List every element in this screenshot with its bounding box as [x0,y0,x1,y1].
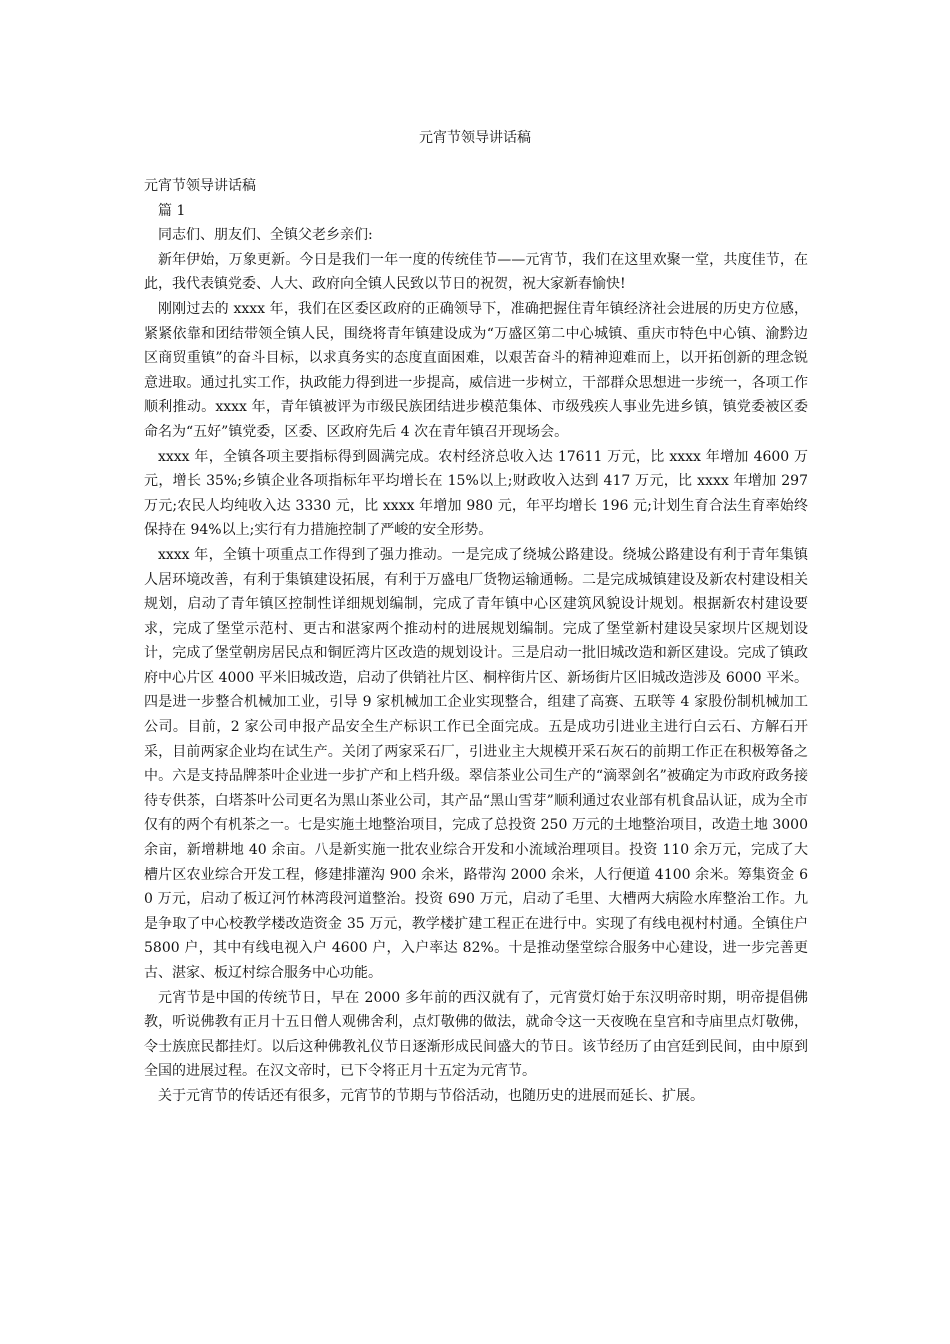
section-label: 篇 1 [158,202,186,219]
body-paragraph: 关于元宵节的传话还有很多，元宵节的节期与节俗活动，也随历史的进展而延长、扩展。 [158,1087,704,1104]
document-title: 元宵节领导讲话稿 [419,130,531,146]
document-body [144,174,808,1109]
body-paragraph: 新年伊始，万象更新。今日是我们一年一度的传统佳节——元宵节，我们在这里欢聚一堂，共度佳节，在此，我代表镇党委、人大、政府向全镇人民致以节日的祝贺，祝大家新春愉快! [144,251,808,293]
body-paragraph: xxxx 年，全镇各项主要指标得到圆满完成。农村经济总收入达 17611 万元，比 xxxx 年增加 4600 万元，增长 35%;乡镇企业各项指标年平均增长在 15%以上;财政收入达到 417 万元，比 xxxx 年增加 297 万元;农民人均纯收入达 3330 元，比 xxxx 年增加 980 元，年平均增长 196 元;计划生育合法生育率始终保持在 94%以上;实行有力措施控制了严峻的安全形势。 [144,448,808,539]
body-paragraph: xxxx 年，全镇十项重点工作得到了强力推动。一是完成了绕城公路建设。绕城公路建设有利于青年集镇人居环境改善，有利于集镇建设拓展，有利于万盛电厂货物运输通畅。二是完成城镇建设及新农村建设相关规划，启动了青年镇区控制性详细规划编制，完成了青年镇中心区建筑风貌设计规划。根据新农村建设要求，完成了堡堂示范村、更古和湛家两个推动村的进展规划编制。完成了堡堂新村建设吴家坝片区规划设计，完成了堡堂朝房居民点和铜匠湾片区改造的规划设计。三是启动一批旧城改造和新区建设。完成了镇政府中心片区 4000 平米旧城改造，启动了供销社片区、桐梓街片区、新场街片区旧城改造涉及 6000 平米。四是进一步整合机械加工业，引导 9 家机械加工企业实现整合，组建了高赛、五联等 4 家股份制机械加工公司。目前，2 家公司申报产品安全生产标识工作已全面完成。五是成功引进业主进行白云石、方解石开采，目前两家企业均在试生产。关闭了两家采石厂，引进业主大规模开采石灰石的前期工作正在积极筹备之中。六是支持品牌茶叶企业进一步扩产和上档升级。翠信茶业公司生产的“滴翠剑名”被确定为市政府政务接待专供茶，白塔茶叶公司更名为黑山茶业公司，其产品“黑山雪芽”顺利通过农业部有机食品认证，成为全市仅有的两个有机茶之一。七是实施土地整治项目，完成了总投资 250 万元的土地整治项目，改造土地 3000 余亩，新增耕地 40 余亩。八是新实施一批农业综合开发和小流域治理项目。投资 110 余万元，完成了大槽片区农业综合开发工程，修建排灌沟 900 余米，路带沟 2000 余米，人行便道 4100 余米。筹集资金 60 万元，启动了板辽河竹林湾段河道整治。投资 690 万元，启动了毛里、大槽两大病险水库整治工作。九是争取了中心校教学楼改造资金 35 万元，教学楼扩建工程正在进行中。实现了有线电视村村通。全镇住户 5800 户，其中有线电视入户 4600 户，入户率达 82%。十是推动堡堂综合服务中心建设，进一步完善更古、湛家、板辽村综合服务中心功能。 [144,546,808,981]
salutation: 同志们、朋友们、全镇父老乡亲们: [158,227,373,244]
document-subtitle: 元宵节领导讲话稿 [144,178,256,194]
body-paragraph: 元宵节是中国的传统节日，早在 2000 多年前的西汉就有了，元宵赏灯始于东汉明帝时期，明帝提倡佛教，听说佛教有正月十五日僧人观佛舍利，点灯敬佛的做法，就命令这一天夜晚在皇宫和寺庙里点灯敬佛，令士族庶民都挂灯。以后这种佛教礼仪节日逐渐形成民间盛大的节日。该节经历了由宫廷到民间，由中原到全国的进展过程。在汉文帝时，已下令将正月十五定为元宵节。 [144,989,808,1080]
body-paragraph: 刚刚过去的 xxxx 年，我们在区委区政府的正确领导下，准确把握住青年镇经济社会进展的历史方位感，紧紧依靠和团结带领全镇人民，围绕将青年镇建设成为“万盛区第二中心城镇、重庆市特色中心镇、渝黔边区商贸重镇”的奋斗目标，以求真务实的态度直面困难，以艰苦奋斗的精神迎难而上，以开拓创新的理念锐意进取。通过扎实工作，执政能力得到进一步提高，威信进一步树立，干部群众思想进一步统一，各项工作顺利推动。xxxx 年，青年镇被评为市级民族团结进步模范集体、市级残疾人事业先进乡镇，镇党委被区委命名为“五好”镇党委，区委、区政府先后 4 次在青年镇召开现场会。 [144,300,808,440]
